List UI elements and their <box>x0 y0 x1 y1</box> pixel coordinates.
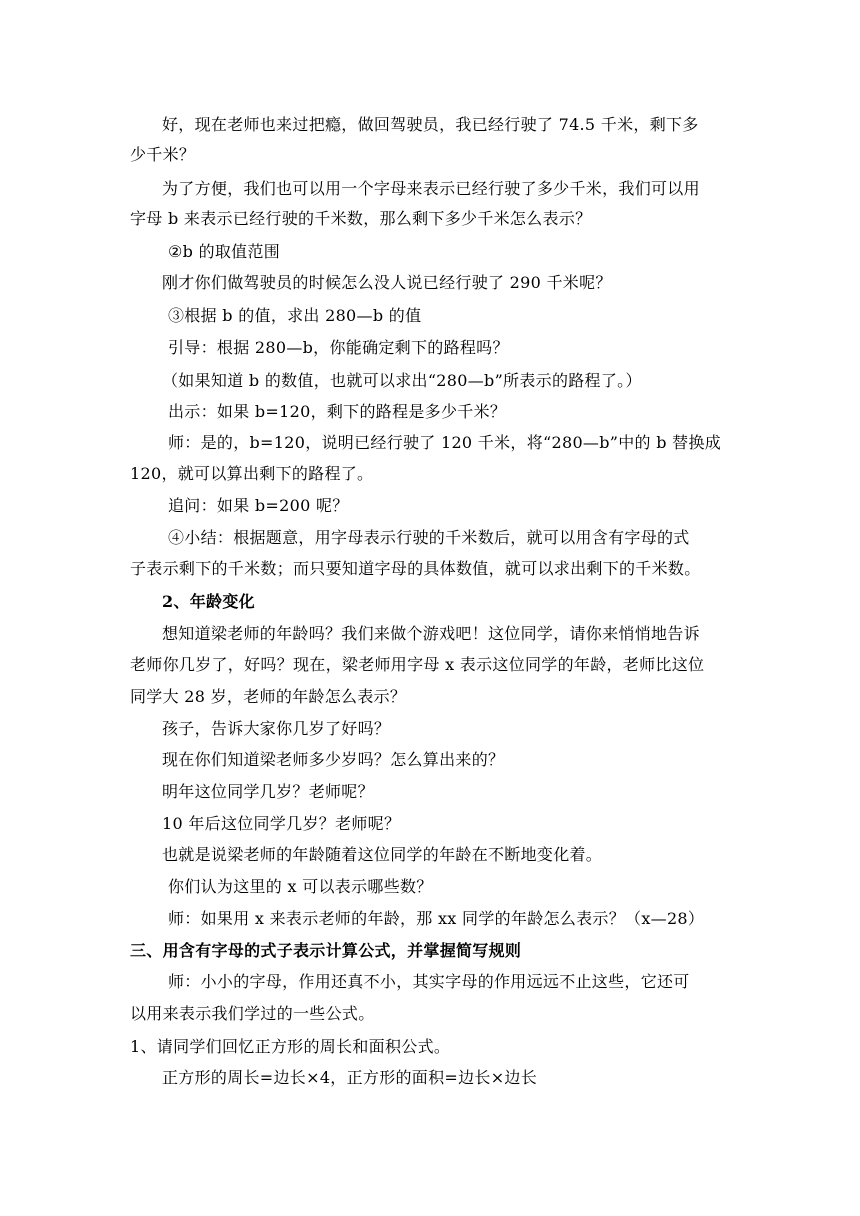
paragraph-line: 想知道梁老师的年龄吗？我们来做个游戏吧！这位同学，请你来悄悄地告诉 <box>162 624 700 643</box>
paragraph-line: 同学大 28 岁，老师的年龄怎么表示？ <box>130 687 407 706</box>
paragraph-line: 120，就可以算出剩下的路程了。 <box>130 464 374 483</box>
paragraph-line: 现在你们知道梁老师多少岁吗？怎么算出来的？ <box>162 750 505 769</box>
paragraph-line: （如果知道 b 的数值，也就可以求出“280—b”所表示的路程了。） <box>162 371 642 390</box>
section-heading: 2、年龄变化 <box>162 592 255 611</box>
paragraph-line: 10 年后这位同学几岁？老师呢？ <box>162 814 401 833</box>
paragraph-line: 好，现在老师也来过把瘾，做回驾驶员，我已经行驶了 74.5 千米，剩下多 <box>162 115 699 134</box>
paragraph-line: 引导：根据 280—b，你能确定剩下的路程吗？ <box>168 338 509 357</box>
paragraph-line: ②b 的取值范围 <box>168 242 281 261</box>
paragraph-line: 1、请同学们回忆正方形的周长和面积公式。 <box>130 1037 451 1056</box>
paragraph-line: 子表示剩下的千米数；而只要知道字母的具体数值，就可以求出剩下的千米数。 <box>130 559 701 578</box>
paragraph-line: 你们认为这里的 x 可以表示哪些数？ <box>168 877 433 896</box>
paragraph-line: 追问：如果 b=200 呢？ <box>168 496 349 515</box>
paragraph-line: ④小结：根据题意，用字母表示行驶的千米数后，就可以用含有字母的式 <box>168 528 690 547</box>
paragraph-line: 出示：如果 b=120，剩下的路程是多少千米？ <box>168 402 507 421</box>
paragraph-line: 以用来表示我们学过的一些公式。 <box>130 1004 375 1023</box>
paragraph-line: 明年这位同学几岁？老师呢？ <box>162 782 374 801</box>
paragraph-line: ③根据 b 的值，求出 280—b 的值 <box>168 306 422 325</box>
paragraph-line: 少千米？ <box>130 145 196 164</box>
paragraph-line: 孩子，告诉大家你几岁了好吗？ <box>162 719 391 738</box>
paragraph-line: 正方形的周长=边长×4，正方形的面积=边长×边长 <box>162 1068 538 1087</box>
paragraph-line: 字母 b 来表示已经行驶的千米数，那么剩下多少千米怎么表示？ <box>130 209 592 228</box>
paragraph-line: 师：小小的字母，作用还真不小，其实字母的作用远远不止这些，它还可 <box>168 972 690 991</box>
section-heading: 三、用含有字母的式子表示计算公式，并掌握简写规则 <box>130 941 522 960</box>
paragraph-line: 为了方便，我们也可以用一个字母来表示已经行驶了多少千米，我们可以用 <box>162 179 700 198</box>
paragraph-line: 老师你几岁了，好吗？现在，梁老师用字母 x 表示这位同学的年龄，老师比这位 <box>130 655 705 674</box>
paragraph-line: 师：如果用 x 来表示老师的年龄，那 xx 同学的年龄怎么表示？（x—28） <box>168 909 705 928</box>
paragraph-line: 也就是说梁老师的年龄随着这位同学的年龄在不断地变化着。 <box>162 845 603 864</box>
paragraph-line: 刚才你们做驾驶员的时候怎么没人说已经行驶了 290 千米呢？ <box>162 273 612 292</box>
paragraph-line: 师：是的，b=120，说明已经行驶了 120 千米，将“280—b”中的 b 替换成 <box>168 433 722 452</box>
